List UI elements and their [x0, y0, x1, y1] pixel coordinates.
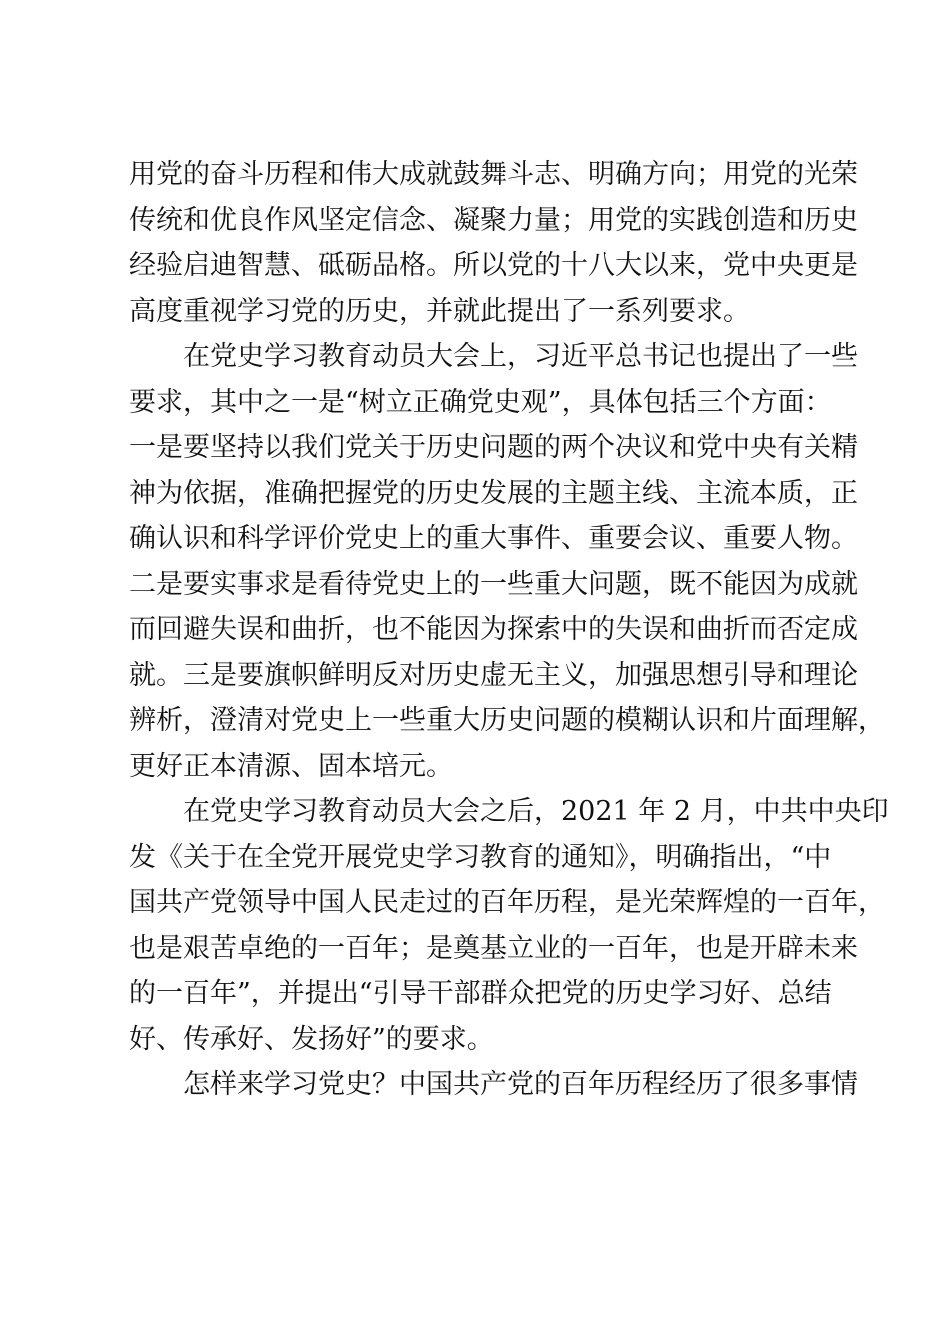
body-text: [129, 152, 889, 1108]
paragraph-1: [129, 152, 858, 334]
text-line: 发《关于在全党开展党史学习教育的通知》，明确指出，“中: [129, 841, 832, 873]
text-line: 好、传承好、发扬好”的要求。: [129, 1023, 494, 1055]
text-line: 高度重视学习党的历史，并就此提出了一系列要求。: [129, 295, 750, 327]
paragraph-3: [129, 789, 889, 1062]
paragraph-4: [129, 1062, 858, 1108]
text-line: 国共产党领导中国人民走过的百年历程，是光荣辉煌的一百年，: [129, 887, 885, 918]
text-line: 怎样来学习党史？中国共产党的百年历程经历了很多事情: [183, 1069, 858, 1100]
text-line: 神为依据，准确把握党的历史发展的主题主线、主流本质，正: [129, 477, 858, 509]
text-line: 的一百年”，并提出“引导干部群众把党的历史学习好、总结: [129, 978, 832, 1009]
text-line: 一是要坚持以我们党关于历史问题的两个决议和党中央有关精: [129, 432, 858, 463]
text-line: 也是艰苦卓绝的一百年；是奠基立业的一百年，也是开辟未来: [129, 932, 858, 964]
text-line: 在党史学习教育动员大会之后，2021 年 2 月，中共中央印: [183, 796, 889, 827]
text-line: 二是要实事求是看待党史上的一些重大问题，既不能因为成就: [129, 568, 858, 600]
text-line: 而回避失误和曲折，也不能因为探索中的失误和曲折而否定成: [129, 614, 858, 645]
paragraph-2: [129, 334, 885, 789]
text-line: 用党的奋斗历程和伟大成就鼓舞斗志、明确方向；用党的光荣: [129, 159, 858, 190]
text-line: 要求，其中之一是“树立正确党史观”，具体包括三个方面：: [129, 386, 832, 418]
text-line: 传统和优良作风坚定信念、凝聚力量；用党的实践创造和历史: [129, 204, 858, 236]
text-line: 经验启迪智慧、砥砺品格。所以党的十八大以来，党中央更是: [129, 250, 858, 281]
text-line: 辨析，澄清对党史上一些重大历史问题的模糊认识和片面理解，: [129, 705, 885, 736]
text-line: 就。三是要旗帜鲜明反对历史虚无主义，加强思想引导和理论: [129, 659, 858, 691]
text-line: 更好正本清源、固本培元。: [129, 750, 453, 782]
text-line: 确认识和科学评价党史上的重大事件、重要会议、重要人物。: [129, 523, 858, 554]
text-line: 在党史学习教育动员大会上，习近平总书记也提出了一些: [183, 341, 858, 372]
